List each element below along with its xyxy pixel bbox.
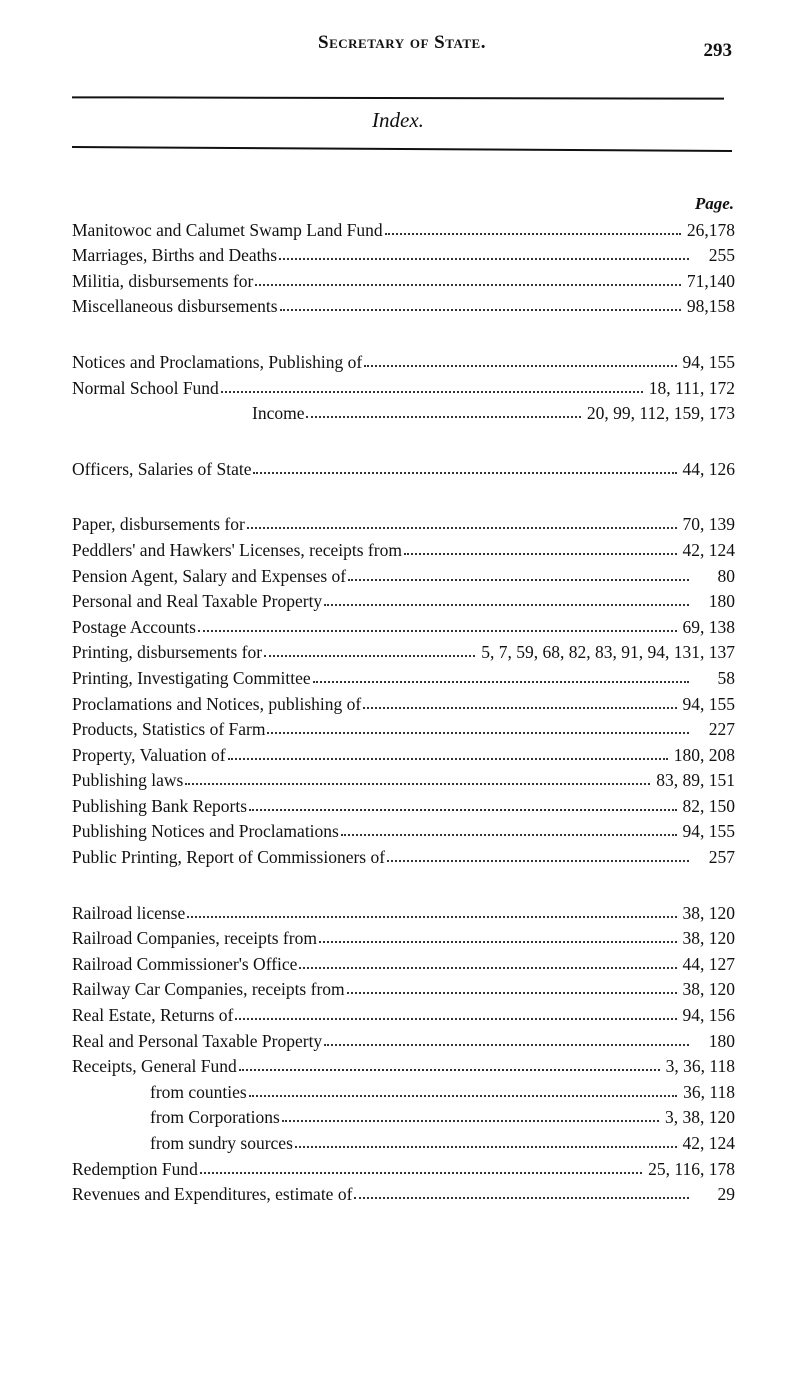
dot-leader — [255, 280, 681, 286]
entry-label: Redemption Fund — [72, 1158, 198, 1179]
entry-pages: 69, 138 — [682, 616, 735, 637]
entry-label: Real and Personal Taxable Property — [72, 1030, 323, 1051]
entry-pages: 5, 7, 59, 68, 82, 83, 91, 94, 131, 137 — [481, 642, 735, 663]
entry-label: Normal School Fund — [72, 377, 219, 398]
index-entry — [72, 399, 735, 425]
index-entry — [72, 975, 735, 1001]
entry-label: Railroad Companies, receipts from — [72, 928, 317, 949]
index-entry — [72, 1052, 735, 1078]
entry-pages: 94, 155 — [682, 693, 735, 714]
dot-leader — [249, 1091, 677, 1097]
entry-pages: 94, 155 — [682, 821, 735, 842]
section-title: Index. — [372, 108, 424, 132]
index-entry — [72, 1077, 735, 1103]
dot-leader — [200, 1168, 642, 1174]
index-entry — [72, 535, 735, 561]
index-entry — [72, 689, 735, 715]
entry-label: Publishing laws — [72, 770, 184, 791]
entry-label: Income — [252, 403, 305, 424]
index-entry — [72, 663, 735, 689]
entry-label: Officers, Salaries of State — [72, 458, 252, 479]
entry-pages: 44, 126 — [682, 458, 735, 479]
index-entry — [72, 347, 735, 373]
entry-pages: 42, 124 — [682, 539, 735, 560]
index-entry — [72, 454, 735, 480]
entry-pages: 94, 156 — [682, 1005, 735, 1026]
entry-pages: 227 — [708, 719, 735, 740]
index-entry — [72, 766, 735, 792]
entry-pages: 25, 116, 178 — [648, 1158, 735, 1179]
page-number: 293 — [703, 40, 732, 61]
dot-leader — [404, 549, 677, 555]
entry-label: from counties — [150, 1081, 247, 1102]
entry-label: Property, Valuation of — [72, 744, 226, 765]
page-column-label: Page. — [694, 194, 734, 213]
entry-pages: 3, 36, 118 — [665, 1056, 735, 1077]
entry-pages: 70, 139 — [682, 514, 735, 535]
index-group — [72, 454, 735, 480]
dot-leader — [282, 1116, 659, 1122]
index-entry — [72, 1180, 735, 1206]
entry-label: Printing, disbursements for — [72, 642, 263, 663]
dot-leader — [221, 387, 643, 393]
entry-label: Receipts, General Fund — [72, 1056, 237, 1077]
index-entry — [72, 715, 735, 741]
entry-label: Pension Agent, Salary and Expenses of — [72, 565, 347, 586]
entry-pages: 180, 208 — [673, 744, 735, 765]
entry-label: Railway Car Companies, receipts from — [72, 979, 345, 1000]
entry-label: Printing, Investigating Committee — [72, 667, 311, 688]
index-entry — [72, 1103, 735, 1129]
dot-leader — [185, 779, 650, 785]
index-entry — [72, 638, 735, 664]
entry-label: Militia, disbursements for — [72, 270, 254, 291]
index-entry — [72, 817, 735, 843]
entry-label: Publishing Bank Reports — [72, 795, 248, 816]
index-group — [72, 510, 735, 868]
dot-leader — [198, 626, 677, 632]
entry-pages: 83, 89, 151 — [656, 770, 735, 791]
index-entry — [72, 740, 735, 766]
index-entry — [72, 1128, 735, 1154]
entry-label: Paper, disbursements for — [72, 514, 245, 535]
dot-leader — [363, 703, 676, 709]
entry-label: Marriages, Births and Deaths — [72, 245, 278, 266]
entry-pages: 38, 120 — [682, 928, 735, 949]
index-entry — [72, 510, 735, 536]
running-title: Secretary of State. — [318, 32, 486, 53]
index-entry — [72, 898, 735, 924]
entry-label: Miscellaneous disbursements — [72, 296, 278, 317]
dot-leader — [348, 575, 689, 581]
dot-leader — [280, 305, 681, 311]
entry-label: Railroad license — [72, 902, 186, 923]
dot-leader — [385, 229, 681, 235]
index-entry — [72, 949, 735, 975]
index-entries — [72, 215, 735, 1205]
index-entry — [72, 241, 735, 267]
entry-pages: 20, 99, 112, 159, 173 — [586, 403, 735, 424]
index-entry — [72, 266, 735, 292]
entry-label: Notices and Proclamations, Publishing of — [72, 351, 363, 372]
entry-pages: 80 — [717, 565, 735, 586]
entry-pages: 44, 127 — [682, 953, 735, 974]
index-entry — [72, 373, 735, 399]
entry-pages: 18, 111, 172 — [648, 377, 735, 398]
entry-pages: 82, 150 — [682, 795, 735, 816]
entry-pages: 257 — [708, 847, 735, 868]
index-group — [72, 898, 735, 1205]
top-rule — [72, 96, 724, 99]
dot-leader — [387, 856, 689, 862]
entry-label: Revenues and Expenditures, estimate of — [72, 1184, 353, 1205]
entry-label: Products, Statistics of Farm — [72, 719, 266, 740]
index-entry — [72, 561, 735, 587]
dot-leader — [267, 728, 689, 734]
dot-leader — [228, 754, 668, 760]
index-entry — [72, 292, 735, 318]
bottom-rule — [72, 146, 732, 152]
index-group — [72, 215, 735, 317]
index-entry — [72, 612, 735, 638]
index-entry — [72, 215, 735, 241]
dot-leader — [299, 963, 676, 969]
dot-leader — [313, 677, 689, 683]
dot-leader — [295, 1142, 677, 1148]
entry-pages: 29 — [717, 1184, 735, 1205]
entry-pages: 255 — [708, 245, 735, 266]
dot-leader — [324, 600, 689, 606]
index-entry — [72, 1000, 735, 1026]
entry-label: from Corporations — [150, 1107, 280, 1128]
index-group — [72, 347, 735, 424]
dot-leader — [279, 254, 689, 260]
index-entry — [72, 791, 735, 817]
dot-leader — [264, 651, 475, 657]
entry-label: Publishing Notices and Proclamations — [72, 821, 339, 842]
entry-pages: 71,140 — [686, 270, 735, 291]
dot-leader — [249, 805, 676, 811]
entry-label: Railroad Commissioner's Office — [72, 953, 298, 974]
dot-leader — [247, 523, 677, 529]
dot-leader — [347, 988, 677, 994]
index-entry — [72, 587, 735, 613]
entry-pages: 58 — [717, 667, 735, 688]
entry-pages: 26,178 — [686, 219, 735, 240]
entry-pages: 3, 38, 120 — [665, 1107, 735, 1128]
entry-label: Public Printing, Report of Commissioners of — [72, 847, 386, 868]
dot-leader — [253, 468, 676, 474]
index-entry — [72, 842, 735, 868]
index-entry — [72, 1154, 735, 1180]
entry-pages: 42, 124 — [682, 1133, 735, 1153]
dot-leader — [364, 361, 676, 367]
dot-leader — [324, 1040, 689, 1046]
entry-pages: 98,158 — [686, 296, 735, 317]
dot-leader — [235, 1014, 676, 1020]
entry-label: Real Estate, Returns of — [72, 1005, 234, 1026]
dot-leader — [306, 412, 580, 418]
running-head — [70, 30, 734, 64]
entry-label: Peddlers' and Hawkers' Licenses, receipts from — [72, 539, 402, 560]
entry-label: Personal and Real Taxable Property — [72, 591, 323, 612]
entry-label: Manitowoc and Calumet Swamp Land Fund — [72, 219, 383, 240]
dot-leader — [239, 1065, 660, 1071]
entry-pages: 36, 118 — [683, 1081, 735, 1102]
entry-pages: 94, 155 — [682, 351, 735, 372]
entry-label: Postage Accounts — [72, 616, 196, 637]
entry-pages: 38, 120 — [682, 979, 735, 1000]
index-entry — [72, 924, 735, 950]
dot-leader — [319, 937, 677, 943]
dot-leader — [187, 912, 676, 918]
entry-pages: 180 — [708, 1030, 735, 1051]
dot-leader — [341, 830, 677, 836]
entry-label: from sundry sources — [150, 1133, 293, 1153]
entry-label: Proclamations and Notices, publishing of — [72, 693, 362, 714]
dot-leader — [354, 1193, 689, 1199]
index-entry — [72, 1026, 735, 1052]
entry-pages: 180 — [708, 591, 735, 612]
entry-pages: 38, 120 — [682, 902, 735, 923]
